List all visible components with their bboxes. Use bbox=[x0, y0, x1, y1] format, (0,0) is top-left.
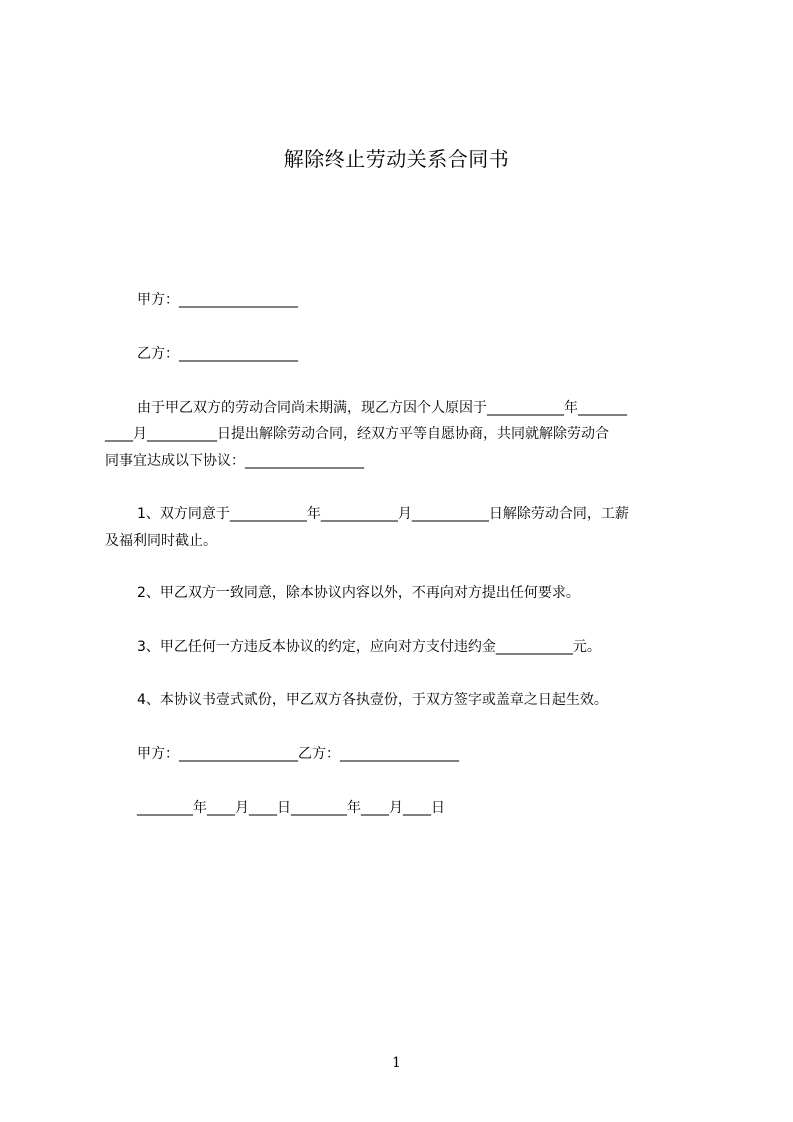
page-number: 1 bbox=[392, 1055, 401, 1071]
intro-line-1: 由于甲乙双方的劳动合同尚未期满，现乙方因个人原因于___________年_______ bbox=[137, 400, 627, 416]
party-b-line: 乙方：_________________ bbox=[137, 346, 298, 362]
document-title: 解除终止劳动关系合同书 bbox=[283, 147, 510, 171]
clause-2: 2、甲乙双方一致同意，除本协议内容以外，不再向对方提出任何要求。 bbox=[137, 585, 580, 601]
intro-line-3: 同事宜达成以下协议：_________________ bbox=[105, 453, 364, 469]
clause-4: 4、本协议书壹式贰份，甲乙双方各执壹份，于双方签字或盖章之日起生效。 bbox=[137, 692, 608, 708]
clause-1-line-1: 1、双方同意于___________年___________月___________日解除劳动合同，工薪 bbox=[137, 506, 629, 522]
clause-1-line-2: 及福利同时截止。 bbox=[105, 533, 217, 549]
clause-3: 3、甲乙任何一方违反本协议的约定，应向对方支付违约金___________元。 bbox=[137, 639, 601, 655]
intro-line-2: ____月__________日提出解除劳动合同，经双方平等自愿协商，共同就解除劳动合 bbox=[105, 426, 609, 442]
party-a-line: 甲方：_________________ bbox=[137, 292, 298, 308]
signature-line: 甲方：_________________乙方：_________________ bbox=[137, 746, 459, 762]
date-line: ________年____月____日________年____月____日 bbox=[137, 800, 445, 816]
